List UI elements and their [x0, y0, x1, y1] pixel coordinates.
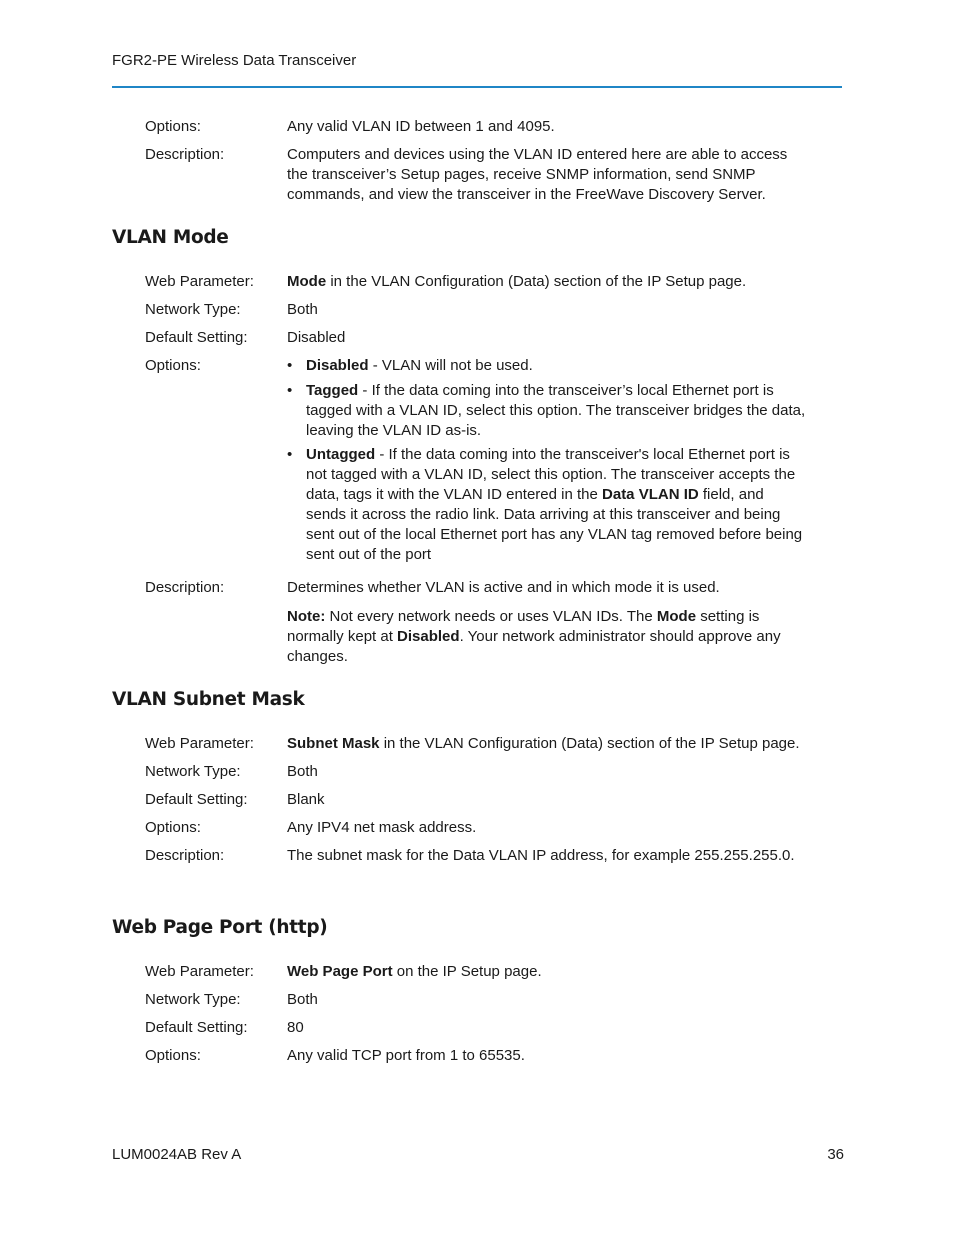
option-field-name: Data VLAN ID [602, 486, 699, 503]
web-port-default-value: 80 [287, 1019, 304, 1036]
option-name: Untagged [306, 446, 376, 463]
vlan-mode-description-label: Description: [145, 579, 225, 596]
vlan-mode-web-param-value [287, 272, 812, 292]
vlan-mode-default-label: Default Setting: [145, 329, 248, 346]
vlan-subnet-network-type-label: Network Type: [145, 763, 241, 780]
web-port-web-param-label: Web Parameter: [145, 963, 254, 980]
option-name: Disabled [306, 357, 369, 374]
bullet-icon: • [287, 357, 293, 374]
option-disabled [306, 356, 816, 376]
web-port-param-rest: on the IP Setup page. [392, 963, 542, 980]
vlan-subnet-description-label: Description: [145, 847, 225, 864]
vlan-mode-network-type-value: Both [287, 301, 318, 318]
web-port-options-value: Any valid TCP port from 1 to 65535. [287, 1047, 525, 1064]
vlan-subnet-options-label: Options: [145, 819, 201, 836]
note-text: . Your network administrator should approve any changes. [287, 628, 781, 665]
footer-doc-id: LUM0024AB Rev A [112, 1146, 242, 1163]
vlan-subnet-default-label: Default Setting: [145, 791, 248, 808]
vlan-mode-web-param-label: Web Parameter: [145, 273, 254, 290]
vlan-mode-param-name: Mode [287, 273, 327, 290]
vlan-id-options-value: Any valid VLAN ID between 1 and 4095. [287, 118, 555, 135]
option-text: - VLAN will not be used. [368, 357, 533, 374]
option-text-cont: field, and sends it across the radio link. Data arriving at this transceiver and being sent out of the local Ethernet port has any VLAN tag removed before being sent out of the port [306, 486, 803, 563]
bullet-icon: • [287, 446, 293, 463]
note-bold-mode: Mode [656, 608, 697, 625]
web-port-web-param-value [287, 962, 812, 982]
option-untagged [306, 445, 806, 565]
note-text: Not every network needs or uses VLAN IDs. The [325, 608, 657, 625]
vlan-subnet-options-value: Any IPV4 net mask address. [287, 819, 477, 836]
vlan-mode-param-rest: in the VLAN Configuration (Data) section of the IP Setup page. [326, 273, 747, 290]
vlan-mode-default-value: Disabled [287, 329, 346, 346]
web-port-options-label: Options: [145, 1047, 201, 1064]
vlan-subnet-param-name: Subnet Mask [287, 735, 380, 752]
web-port-param-name: Web Page Port [287, 963, 393, 980]
option-name: Tagged [306, 382, 359, 399]
vlan-mode-heading: VLAN Mode [112, 227, 229, 248]
vlan-mode-network-type-label: Network Type: [145, 301, 241, 318]
web-port-default-label: Default Setting: [145, 1019, 248, 1036]
vlan-id-options-label: Options: [145, 118, 201, 135]
vlan-subnet-param-rest: in the VLAN Configuration (Data) section of the IP Setup page. [379, 735, 800, 752]
note-bold-disabled: Disabled [397, 628, 460, 645]
web-port-heading: Web Page Port (http) [112, 917, 328, 938]
web-port-network-type-value: Both [287, 991, 318, 1008]
vlan-mode-note [287, 607, 787, 667]
footer-page-number: 36 [827, 1146, 844, 1163]
vlan-subnet-network-type-value: Both [287, 763, 318, 780]
header-divider [112, 86, 842, 88]
vlan-id-description-label: Description: [145, 146, 225, 163]
option-text: - If the data coming into the transceiver's local Ethernet port is not tagged with a VLAN ID, select this option. The transceiver accepts the data, tags it with the VLAN ID entered in the [306, 446, 796, 503]
vlan-subnet-default-value: Blank [287, 791, 325, 808]
note-text: setting is normally kept at [287, 608, 760, 645]
option-text: - If the data coming into the transceiver’s local Ethernet port is tagged with a VLAN ID, select this option. The transceiver bridges the data, leaving the VLAN ID as-is. [306, 382, 806, 439]
web-port-network-type-label: Network Type: [145, 991, 241, 1008]
bullet-icon: • [287, 382, 293, 399]
vlan-mode-description-value: Determines whether VLAN is active and in which mode it is used. [287, 579, 720, 596]
option-tagged [306, 381, 816, 441]
running-header-title: FGR2-PE Wireless Data Transceiver [112, 52, 357, 69]
vlan-subnet-heading: VLAN Subnet Mask [112, 689, 305, 710]
vlan-subnet-web-param-value [287, 734, 812, 754]
note-label: Note: [287, 608, 326, 625]
vlan-subnet-description-value: The subnet mask for the Data VLAN IP address, for example 255.255.255.0. [287, 847, 795, 864]
vlan-subnet-web-param-label: Web Parameter: [145, 735, 254, 752]
vlan-mode-options-label: Options: [145, 357, 201, 374]
vlan-id-description-value: Computers and devices using the VLAN ID entered here are able to access the transceiver’s Setup pages, receive SNMP information, send SNMP commands, and view the transceiver in the FreeWave Discovery Server. [287, 146, 788, 203]
